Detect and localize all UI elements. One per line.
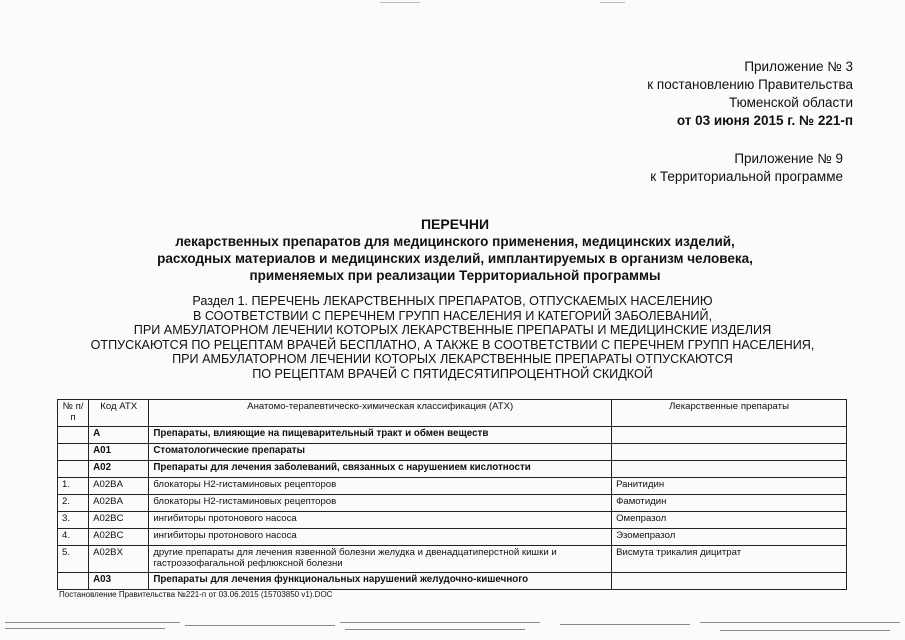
cell-drug [612,573,847,590]
section-heading-line: Раздел 1. ПЕРЕЧЕНЬ ЛЕКАРСТВЕННЫХ ПРЕПАРАТОВ, ОТПУСКАЕМЫХ НАСЕЛЕНИЮ [192,294,713,308]
section-heading-line: В СООТВЕТСТВИИ С ПЕРЕЧНЕМ ГРУПП НАСЕЛЕНИЯ И КАТЕГОРИЙ ЗАБОЛЕВАНИЙ, [192,308,713,323]
appendix-9-block [650,150,843,186]
table-row [58,478,847,495]
appendix-3-number: Приложение № 3 [744,59,853,74]
cell-classification: другие препараты для лечения язвенной болезни желудка и двенадцатиперстной кишки и гастроэзофагальной рефлюксной болезни [149,546,612,573]
cell-drug: Фамотидин [612,495,847,512]
appendix-9-program: к Территориальной программе [650,169,843,184]
cell-code: A03 [89,573,149,590]
appendix-3-date: от 03 июня 2015 г. № 221-п [676,113,853,128]
cell-code: A02BA [89,495,149,512]
cell-num [58,573,89,590]
section-heading-line: ОТПУСКАЮТСЯ ПО РЕЦЕПТАМ ВРАЧЕЙ БЕСПЛАТНО, А ТАКЖЕ В СООТВЕТСТВИИ С ПЕРЕЧНЕМ ГРУПП НАСЕЛЕНИЯ, [90,337,815,352]
cell-drug: Эзомепразол [612,529,847,546]
cell-num: 3. [58,512,89,529]
cell-num [58,427,89,444]
header-num: № п/п [58,400,89,427]
atc-table [57,399,847,590]
cell-code: A01 [89,444,149,461]
appendix-9-number: Приложение № 9 [734,151,843,166]
scan-artifact-bottom [0,616,905,640]
section-heading-line: ПО РЕЦЕПТАМ ВРАЧЕЙ С ПЯТИДЕСЯТИПРОЦЕНТНОЙ СКИДКОЙ [252,366,653,381]
table-row [58,546,847,573]
section-heading [30,294,875,382]
cell-num: 5. [58,546,89,573]
table-row [58,573,847,590]
title-subtitle [60,233,850,284]
document-title [60,215,850,284]
table-row [58,529,847,546]
cell-classification: Препараты для лечения функциональных нарушений желудочно-кишечного [149,573,612,590]
cell-classification: блокаторы H2-гистаминовых рецепторов [149,478,612,495]
cell-classification: блокаторы H2-гистаминовых рецепторов [149,495,612,512]
cell-classification: ингибиторы протонового насоса [149,529,612,546]
footer-file-reference: Постановление Правительства №221-п от 03.06.2015 (15703850 v1).DOC [59,590,333,599]
cell-code: A02BX [89,546,149,573]
table-row [58,512,847,529]
cell-drug [612,461,847,478]
section-heading-line: ПРИ АМБУЛАТОРНОМ ЛЕЧЕНИИ КОТОРЫХ ЛЕКАРСТВЕННЫЕ ПРЕПАРАТЫ И МЕДИЦИНСКИЕ ИЗДЕЛИЯ [133,323,772,338]
appendix-3-decree: к постановлению Правительства [647,77,853,92]
cell-code: A02BC [89,512,149,529]
header-drugs: Лекарственные препараты [612,400,847,427]
cell-code: A [89,427,149,444]
cell-num [58,444,89,461]
header-code: Код АТХ [89,400,149,427]
section-heading-line: ПРИ АМБУЛАТОРНОМ ЛЕЧЕНИИ КОТОРЫХ ЛЕКАРСТВЕННЫЕ ПРЕПАРАТЫ ОТПУСКАЮТСЯ [172,352,733,367]
cell-classification: ингибиторы протонового насоса [149,512,612,529]
cell-classification: Стоматологические препараты [149,444,612,461]
table-row [58,444,847,461]
cell-code: A02 [89,461,149,478]
table-header-row [58,400,847,427]
title-subtitle-line: расходных материалов и медицинских изделий, имплантируемых в организм человека, [157,251,753,266]
cell-code: A02BA [89,478,149,495]
cell-classification: Препараты, влияющие на пищеварительный тракт и обмен веществ [149,427,612,444]
cell-num: 2. [58,495,89,512]
cell-num: 1. [58,478,89,495]
scan-artifact-top [0,0,905,8]
cell-code: A02BC [89,529,149,546]
cell-drug: Омепразол [612,512,847,529]
appendix-3-region: Тюменской области [729,95,853,110]
cell-drug: Висмута трикалия дицитрат [612,546,847,573]
appendix-3-block [647,58,853,130]
cell-num [58,461,89,478]
table-row [58,461,847,478]
cell-num: 4. [58,529,89,546]
title-main: ПЕРЕЧНИ [420,216,490,232]
cell-drug: Ранитидин [612,478,847,495]
cell-drug [612,427,847,444]
table-row [58,495,847,512]
cell-drug [612,444,847,461]
table-row [58,427,847,444]
title-subtitle-line: лекарственных препаратов для медицинского применения, медицинских изделий, [175,234,735,249]
title-subtitle-line: применяемых при реализации Территориальной программы [249,268,661,283]
header-classification: Анатомо-терапевтическо-химическая классификация (АТХ) [149,400,612,427]
cell-classification: Препараты для лечения заболеваний, связанных с нарушением кислотности [149,461,612,478]
